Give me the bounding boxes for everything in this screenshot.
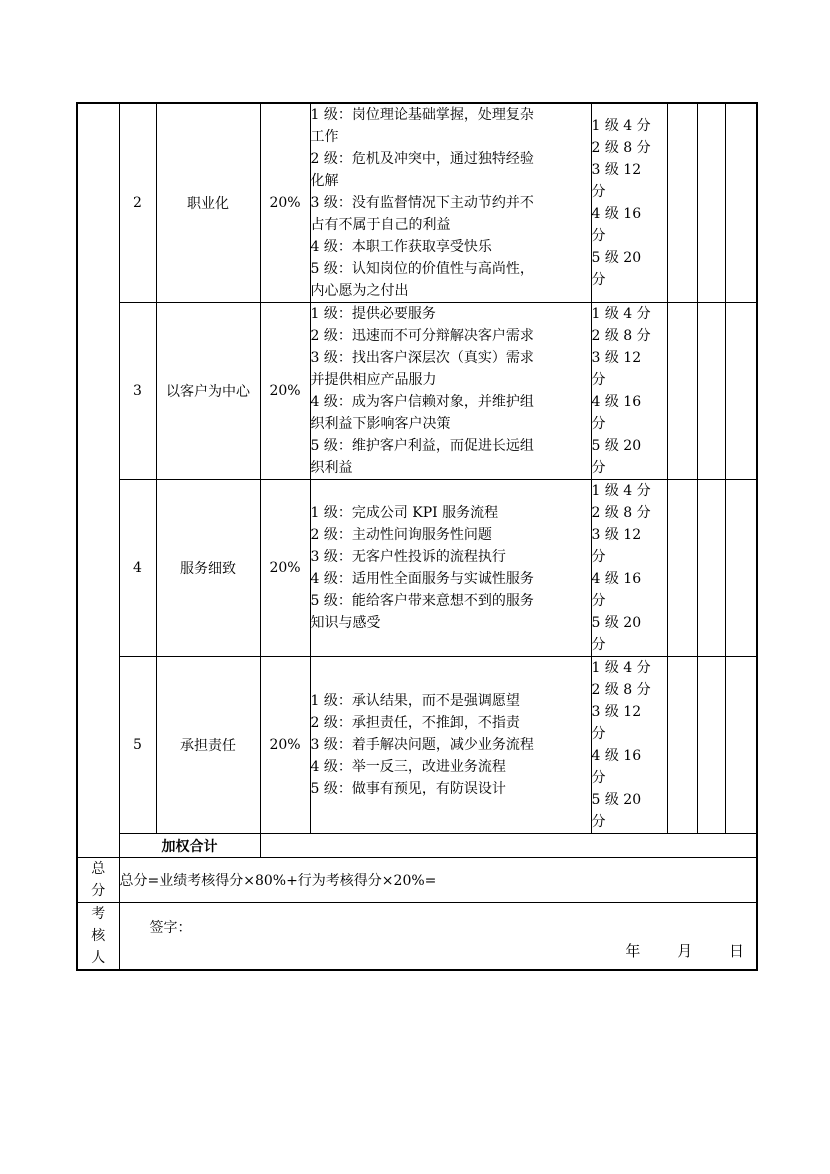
score-input-cell[interactable] — [697, 103, 725, 303]
score-line: 3 级 12 — [591, 162, 642, 178]
item-weight: 20% — [260, 303, 310, 480]
score-input-cell[interactable] — [725, 657, 757, 834]
row-index: 2 — [119, 103, 156, 303]
score-line: 4 级 16 — [591, 748, 642, 764]
item-weight: 20% — [260, 103, 310, 303]
desc-line: 3 级：无客户性投诉的流程执行 — [310, 549, 506, 565]
weighted-total-row — [77, 834, 757, 858]
desc-line: 5 级：做事有预见，有防误设计 — [310, 781, 506, 797]
signature-label: 签字： — [149, 920, 192, 936]
item-weight: 20% — [260, 480, 310, 657]
desc-line: 1 级：岗位理论基础掌握，处理复杂 — [310, 107, 534, 123]
level-scores — [591, 657, 667, 834]
desc-line: 化解 — [310, 173, 339, 189]
score-input-cell[interactable] — [725, 303, 757, 480]
score-input-cell[interactable] — [725, 480, 757, 657]
score-input-cell[interactable] — [697, 303, 725, 480]
desc-line: 2 级：危机及冲突中，通过独特经验 — [310, 151, 534, 167]
score-line: 分 — [591, 228, 606, 244]
desc-line: 织利益 — [310, 460, 353, 476]
weighted-total-label: 加权合计 — [119, 834, 260, 858]
score-line: 3 级 12 — [591, 350, 642, 366]
score-line: 分 — [591, 593, 606, 609]
score-input-cell[interactable] — [667, 103, 697, 303]
score-input-cell[interactable] — [697, 480, 725, 657]
desc-line: 2 级：主动性问询服务性问题 — [310, 527, 492, 543]
level-description — [310, 303, 591, 480]
score-line: 5 级 20 — [591, 250, 642, 266]
desc-line: 知识与感受 — [310, 615, 381, 631]
score-line: 分 — [591, 272, 606, 288]
desc-line: 1 级：承认结果，而不是强调愿望 — [310, 693, 520, 709]
desc-line: 3 级：找出客户深层次（真实）需求 — [310, 350, 534, 366]
desc-line: 5 级：认知岗位的价值性与高尚性， — [310, 261, 534, 277]
reviewer-side-label: 考 核 人 — [77, 903, 119, 971]
reviewer-row — [77, 903, 757, 971]
date-month: 月 — [677, 942, 693, 960]
score-line: 分 — [591, 184, 606, 200]
desc-line: 3 级：没有监督情况下主动节约并不 — [310, 195, 534, 211]
row-index: 3 — [119, 303, 156, 480]
total-formula: 总分=业绩考核得分×80%+行为考核得分×20%= — [119, 858, 757, 903]
item-name: 职业化 — [156, 103, 260, 303]
level-description — [310, 103, 591, 303]
score-line: 1 级 4 分 — [591, 306, 651, 322]
item-name: 以客户为中心 — [156, 303, 260, 480]
weighted-total-value[interactable] — [260, 834, 757, 858]
score-line: 分 — [591, 416, 606, 432]
score-line: 5 级 20 — [591, 792, 642, 808]
desc-line: 织利益下影响客户决策 — [310, 416, 451, 432]
level-scores — [591, 303, 667, 480]
score-line: 1 级 4 分 — [591, 483, 651, 499]
desc-line: 内心愿为之付出 — [310, 283, 409, 299]
score-line: 分 — [591, 549, 606, 565]
score-line: 5 级 20 — [591, 438, 642, 454]
date-line — [593, 940, 744, 961]
desc-line: 1 级：提供必要服务 — [310, 306, 436, 322]
table-row — [77, 303, 757, 480]
signature-area[interactable] — [119, 903, 757, 971]
desc-line: 并提供相应产品服力 — [310, 372, 437, 388]
desc-line: 占有不属于自己的利益 — [310, 217, 451, 233]
level-description — [310, 480, 591, 657]
score-line: 4 级 16 — [591, 394, 642, 410]
score-line: 2 级 8 分 — [591, 682, 651, 698]
desc-line: 3 级：着手解决问题，减少业务流程 — [310, 737, 534, 753]
desc-line: 5 级：维护客户利益，而促进长远组 — [310, 438, 534, 454]
desc-line: 4 级：适用性全面服务与实诚性服务 — [310, 571, 534, 587]
table-row — [77, 103, 757, 303]
desc-line: 5 级：能给客户带来意想不到的服务 — [310, 593, 534, 609]
desc-line: 工作 — [310, 129, 339, 145]
score-line: 4 级 16 — [591, 571, 642, 587]
desc-line: 4 级：本职工作获取享受快乐 — [310, 239, 492, 255]
score-line: 5 级 20 — [591, 615, 642, 631]
item-name: 承担责任 — [156, 657, 260, 834]
score-line: 3 级 12 — [591, 527, 642, 543]
score-line: 2 级 8 分 — [591, 140, 651, 156]
total-row — [77, 858, 757, 903]
score-line: 分 — [591, 372, 606, 388]
score-line: 分 — [591, 460, 606, 476]
row-index: 5 — [119, 657, 156, 834]
score-line: 分 — [591, 814, 606, 830]
total-side-label: 总 分 — [77, 858, 119, 903]
level-description — [310, 657, 591, 834]
level-scores — [591, 480, 667, 657]
desc-line: 4 级：举一反三，改进业务流程 — [310, 759, 506, 775]
score-line: 分 — [591, 770, 606, 786]
score-line: 3 级 12 — [591, 704, 642, 720]
score-input-cell[interactable] — [667, 657, 697, 834]
date-year: 年 — [625, 942, 641, 960]
score-input-cell[interactable] — [667, 303, 697, 480]
assessment-table — [76, 102, 758, 971]
score-input-cell[interactable] — [667, 480, 697, 657]
date-day: 日 — [728, 942, 744, 960]
desc-line: 4 级：成为客户信赖对象，并维护组 — [310, 394, 534, 410]
score-line: 1 级 4 分 — [591, 660, 651, 676]
category-cell — [77, 103, 119, 858]
desc-line: 2 级：迅速而不可分辩解决客户需求 — [310, 328, 534, 344]
desc-line: 1 级：完成公司 KPI 服务流程 — [310, 505, 499, 521]
level-scores — [591, 103, 667, 303]
score-input-cell[interactable] — [725, 103, 757, 303]
desc-line: 2 级：承担责任，不推卸，不指责 — [310, 715, 520, 731]
score-line: 2 级 8 分 — [591, 328, 651, 344]
row-index: 4 — [119, 480, 156, 657]
score-line: 1 级 4 分 — [591, 118, 651, 134]
score-line: 2 级 8 分 — [591, 505, 651, 521]
score-input-cell[interactable] — [697, 657, 725, 834]
item-name: 服务细致 — [156, 480, 260, 657]
score-line: 4 级 16 — [591, 206, 642, 222]
table-row — [77, 480, 757, 657]
table-row — [77, 657, 757, 834]
score-line: 分 — [591, 726, 606, 742]
score-line: 分 — [591, 637, 606, 653]
item-weight: 20% — [260, 657, 310, 834]
